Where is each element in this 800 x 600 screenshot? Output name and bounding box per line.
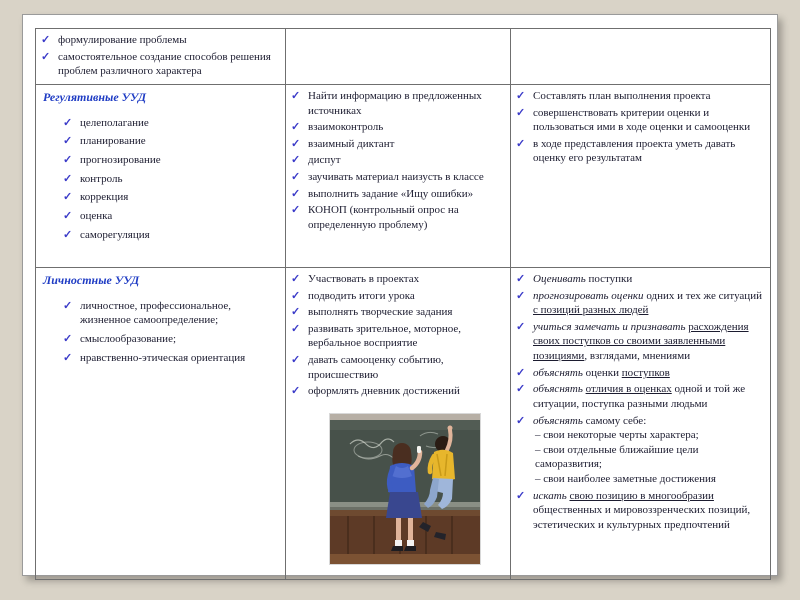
list-item bbox=[41, 33, 277, 48]
list-item bbox=[291, 187, 502, 202]
item-text: выполнять творческие задания bbox=[308, 306, 453, 319]
item-text: давать самооценку событию, происшествию bbox=[308, 354, 444, 381]
list-item bbox=[291, 322, 502, 351]
check-icon: ✓ bbox=[291, 385, 301, 398]
item-text: саморегуляция bbox=[80, 228, 150, 241]
item-list bbox=[63, 299, 277, 366]
list-item bbox=[291, 203, 502, 232]
item-list bbox=[63, 116, 277, 242]
item-text: учиться замечать и признавать расхождения своих поступков со своими заявленными позициями, взглядами, мнениями bbox=[533, 320, 749, 362]
check-icon: ✓ bbox=[63, 333, 73, 346]
check-icon: ✓ bbox=[291, 289, 301, 302]
item-text: объяснять оценки поступков bbox=[533, 366, 670, 379]
uud-table bbox=[35, 28, 771, 580]
item-list bbox=[41, 33, 277, 79]
item-text: заучивать материал наизусть в классе bbox=[308, 171, 484, 183]
list-item bbox=[63, 116, 277, 131]
uud-table-body bbox=[36, 29, 771, 580]
slide bbox=[22, 14, 778, 576]
list-item bbox=[63, 172, 277, 187]
sub-item-text: – свои некоторые черты характера; bbox=[535, 429, 699, 442]
check-icon: ✓ bbox=[516, 106, 526, 119]
list-item bbox=[516, 414, 762, 487]
item-text: нравственно-этическая ориентация bbox=[80, 351, 246, 364]
check-icon: ✓ bbox=[63, 116, 73, 129]
item-text: самостоятельное создание способов решения проблем различного характера bbox=[58, 50, 271, 78]
item-list bbox=[516, 272, 762, 533]
list-item bbox=[291, 170, 502, 185]
list-item bbox=[291, 272, 502, 287]
sub-item-text: – свои отдельные ближайшие цели саморазвития; bbox=[535, 443, 699, 471]
item-text: объяснять самому себе: – свои некоторые черты характера; – свои отдельные ближайшие цели саморазвития; – свои наиболее заметные достижения bbox=[533, 414, 762, 487]
check-icon: ✓ bbox=[41, 34, 51, 46]
check-icon: ✓ bbox=[516, 489, 526, 502]
list-item bbox=[516, 366, 762, 381]
item-text: в ходе представления проекта уметь давать оценку его результатам bbox=[533, 137, 736, 165]
list-item bbox=[63, 228, 277, 243]
list-item bbox=[516, 89, 762, 104]
list-item bbox=[516, 137, 762, 166]
item-list bbox=[291, 89, 502, 233]
list-item bbox=[63, 299, 277, 328]
list-item bbox=[63, 190, 277, 205]
item-text: целеполагание bbox=[80, 116, 149, 129]
check-icon: ✓ bbox=[516, 366, 526, 379]
check-icon: ✓ bbox=[291, 322, 301, 335]
list-item bbox=[291, 384, 502, 399]
list-item bbox=[291, 120, 502, 135]
check-icon: ✓ bbox=[516, 320, 526, 333]
list-item bbox=[291, 89, 502, 118]
list-item bbox=[516, 489, 762, 533]
check-icon: ✓ bbox=[291, 154, 301, 167]
table-row bbox=[36, 267, 771, 579]
item-text: личностное, профессиональное, жизненное самоопределение; bbox=[80, 299, 232, 327]
table-cell bbox=[36, 29, 286, 85]
item-list bbox=[291, 272, 502, 399]
check-icon: ✓ bbox=[63, 209, 73, 222]
sub-item-text: – свои наиболее заметные достижения bbox=[535, 473, 716, 485]
check-icon: ✓ bbox=[63, 154, 73, 167]
check-icon: ✓ bbox=[291, 137, 301, 150]
item-text: взаимоконтроль bbox=[308, 121, 384, 134]
check-icon: ✓ bbox=[63, 135, 73, 148]
list-item bbox=[63, 209, 277, 224]
check-icon: ✓ bbox=[291, 272, 301, 285]
list-item bbox=[516, 272, 762, 287]
list-item bbox=[63, 153, 277, 168]
list-item bbox=[516, 106, 762, 135]
check-icon: ✓ bbox=[41, 50, 51, 63]
list-item bbox=[291, 137, 502, 152]
check-icon: ✓ bbox=[516, 289, 526, 302]
cell-heading: Личностные УУД bbox=[43, 272, 140, 287]
item-list bbox=[516, 89, 762, 166]
check-icon: ✓ bbox=[291, 171, 301, 183]
list-item bbox=[516, 320, 762, 364]
table-cell bbox=[36, 84, 286, 267]
item-text: объяснять отличия в оценках одной и той же ситуации, поступка разными людьми bbox=[533, 383, 746, 410]
table-cell bbox=[286, 84, 511, 267]
check-icon: ✓ bbox=[291, 121, 301, 134]
item-text: подводить итоги урока bbox=[308, 289, 415, 302]
list-item bbox=[63, 351, 277, 366]
check-icon: ✓ bbox=[291, 187, 301, 200]
item-text: развивать зрительное, моторное, вербальное восприятие bbox=[308, 322, 461, 350]
table-cell bbox=[286, 29, 511, 85]
check-icon: ✓ bbox=[516, 414, 526, 427]
list-item bbox=[63, 332, 277, 347]
list-item bbox=[291, 353, 502, 382]
item-text: выполнить задание «Ищу ошибки» bbox=[308, 187, 474, 200]
list-item bbox=[291, 289, 502, 304]
check-icon: ✓ bbox=[516, 272, 526, 285]
item-text: оценка bbox=[80, 209, 113, 222]
item-text: Участвовать в проектах bbox=[308, 272, 420, 285]
item-text: совершенствовать критерии оценки и пользоваться ими в ходе оценки и самооценки bbox=[533, 106, 751, 134]
list-item bbox=[516, 289, 762, 318]
check-icon: ✓ bbox=[291, 89, 301, 102]
check-icon: ✓ bbox=[291, 306, 301, 319]
item-text: КОНОП (контрольный опрос на определенную проблему) bbox=[308, 204, 459, 231]
item-text: искать свою позицию в многообразии общественных и мировоззренческих позиций, эстетических и культурных предпочтений bbox=[533, 489, 751, 531]
children-at-chalkboard-photo bbox=[329, 413, 481, 565]
list-item bbox=[291, 153, 502, 168]
table-cell bbox=[36, 267, 286, 579]
check-icon: ✓ bbox=[291, 204, 301, 217]
table-cell bbox=[286, 267, 511, 579]
item-text: Найти информацию в предложенных источниках bbox=[308, 89, 482, 117]
item-text: Оценивать поступки bbox=[533, 272, 633, 285]
check-icon: ✓ bbox=[291, 354, 301, 366]
item-text: взаимный диктант bbox=[308, 137, 395, 150]
item-text: смыслообразование; bbox=[80, 333, 177, 346]
check-icon: ✓ bbox=[63, 299, 73, 312]
item-text: планирование bbox=[80, 135, 146, 148]
item-text: коррекция bbox=[80, 191, 129, 204]
item-text: оформлять дневник достижений bbox=[308, 385, 460, 398]
item-text: прогнозировать оценки одних и тех же ситуаций с позиций разных людей bbox=[533, 289, 762, 317]
check-icon: ✓ bbox=[63, 228, 73, 241]
check-icon: ✓ bbox=[516, 89, 526, 102]
check-icon: ✓ bbox=[63, 351, 73, 364]
check-icon: ✓ bbox=[516, 383, 526, 396]
table-row bbox=[36, 29, 771, 85]
cell-heading: Регулятивные УУД bbox=[43, 89, 147, 104]
item-text: Составлять план выполнения проекта bbox=[533, 89, 711, 102]
table-row bbox=[36, 84, 771, 267]
check-icon: ✓ bbox=[516, 137, 526, 150]
table-cell bbox=[511, 84, 771, 267]
table-cell bbox=[511, 29, 771, 85]
table-cell bbox=[511, 267, 771, 579]
list-item bbox=[63, 134, 277, 149]
check-icon: ✓ bbox=[63, 172, 73, 185]
item-text: диспут bbox=[308, 154, 341, 167]
item-text: прогнозирование bbox=[80, 154, 161, 167]
item-text: формулирование проблемы bbox=[58, 34, 187, 46]
list-item bbox=[291, 305, 502, 320]
list-item bbox=[516, 382, 762, 411]
item-text: контроль bbox=[80, 172, 123, 185]
list-item bbox=[41, 50, 277, 79]
check-icon: ✓ bbox=[63, 191, 73, 204]
